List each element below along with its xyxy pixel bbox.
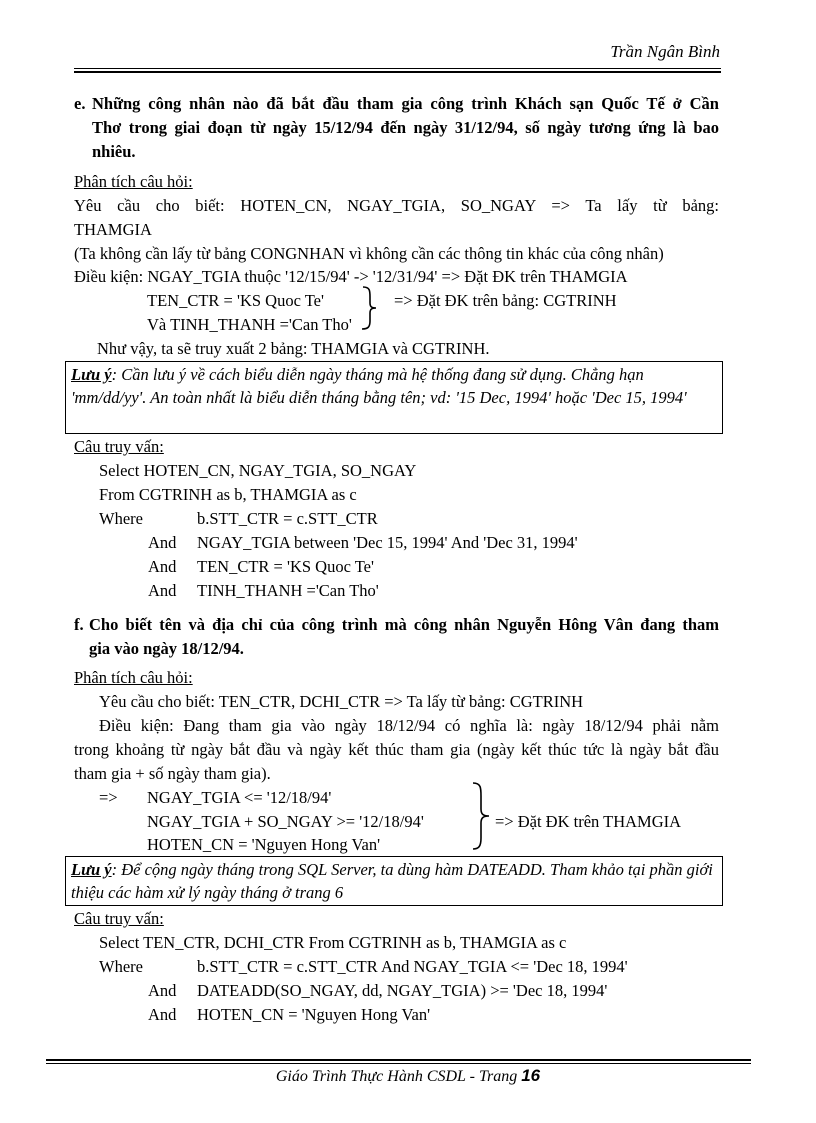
section-f-query-and2: HOTEN_CN = 'Nguyen Hong Van' xyxy=(197,1005,431,1024)
section-f-requirement: Yêu cầu cho biết: TEN_CTR, DCHI_CTR => Ta lấy từ bảng: CGTRINH xyxy=(99,692,584,711)
section-f-title-line1: Cho biết tên và địa chỉ của công trình mà công nhân Nguyễn Hông Vân đang tham xyxy=(89,615,719,634)
section-f-marker: f. xyxy=(74,615,84,634)
section-f-query-select: Select TEN_CTR, DCHI_CTR From CGTRINH as b, THAMGIA as c xyxy=(99,933,567,952)
section-e-query-and1: NGAY_TGIA between 'Dec 15, 1994' And 'Dec 31, 1994' xyxy=(197,533,578,552)
arrow-icon: => xyxy=(99,788,118,807)
section-e-query-where-keyword: Where xyxy=(99,509,143,528)
section-f-cond1: NGAY_TGIA <= '12/18/94' xyxy=(147,788,332,807)
section-e-requirement-line3: (Ta không cần lấy từ bảng CONGNHAN vì không cần các thông tin khác của công nhân) xyxy=(74,244,664,263)
section-f-query-where: b.STT_CTR = c.STT_CTR And NGAY_TGIA <= 'Dec 18, 1994' xyxy=(197,957,628,976)
curly-brace-icon xyxy=(360,285,380,331)
section-f-condition-line3: tham gia + số ngày tham gia). xyxy=(74,764,271,783)
section-e-note-box xyxy=(65,361,723,434)
header-rule xyxy=(74,68,721,69)
section-f-query-and-keyword: And xyxy=(148,981,177,1000)
footer xyxy=(0,1066,816,1086)
section-f-condition-line2: trong khoảng từ ngày bắt đầu và ngày kết thúc tham gia (ngày kết thúc tức là ngày bắt đầu xyxy=(74,740,719,759)
section-e-condition-result: => Đặt ĐK trên bảng: CGTRINH xyxy=(394,291,617,310)
section-f-query-and-keyword: And xyxy=(148,1005,177,1024)
note-label: Lưu ý xyxy=(71,860,112,879)
section-e-condition-line2: TEN_CTR = 'KS Quoc Te' xyxy=(147,291,324,310)
note-text: : Để cộng ngày tháng trong SQL Server, ta dùng hàm DATEADD. Tham khảo tại phần giới thiệu các hàm xử lý ngày tháng ở trang 6 xyxy=(71,860,713,902)
section-e-query-from: From CGTRINH as b, THAMGIA as c xyxy=(99,485,357,504)
section-f-note-box xyxy=(65,856,723,906)
section-e-title-line3: nhiêu. xyxy=(92,142,136,161)
footer-rule xyxy=(46,1063,751,1064)
section-e-query-and-keyword: And xyxy=(148,557,177,576)
section-f-analysis-label: Phân tích câu hỏi: xyxy=(74,668,193,687)
section-e-query-and2: TEN_CTR = 'KS Quoc Te' xyxy=(197,557,374,576)
section-e-conclusion: Như vậy, ta sẽ truy xuất 2 bảng: THAMGIA và CGTRINH. xyxy=(97,339,490,358)
section-e-title-line2: Thơ trong giai đoạn từ ngày 15/12/94 đến ngày 31/12/94, số ngày tương ứng là bao xyxy=(92,118,719,137)
section-f-cond3: HOTEN_CN = 'Nguyen Hong Van' xyxy=(147,835,381,854)
author-name: Trần Ngân Bình xyxy=(610,42,720,61)
header-rule-thick xyxy=(74,71,721,73)
page-number: 16 xyxy=(521,1066,541,1085)
section-e-query-where: b.STT_CTR = c.STT_CTR xyxy=(197,509,378,528)
section-e-condition-line1: Điều kiện: NGAY_TGIA thuộc '12/15/94' -> '12/31/94' => Đặt ĐK trên THAMGIA xyxy=(74,267,628,286)
footer-text: Giáo Trình Thực Hành CSDL - Trang xyxy=(275,1068,522,1085)
section-e-analysis-label: Phân tích câu hỏi: xyxy=(74,172,193,191)
curly-brace-icon xyxy=(470,780,494,852)
section-f-cond2: NGAY_TGIA + SO_NGAY >= '12/18/94' xyxy=(147,812,424,831)
section-e-query-and-keyword: And xyxy=(148,581,177,600)
section-e-query-and-keyword: And xyxy=(148,533,177,552)
section-e-condition-line3: Và TINH_THANH ='Can Tho' xyxy=(147,315,352,334)
section-f-query-label: Câu truy vấn: xyxy=(74,909,164,928)
note-text: : Cần lưu ý về cách biểu diễn ngày tháng mà hệ thống đang sử dụng. Chẳng hạn 'mm/dd/yy'. An toàn nhất là biểu diễn tháng bằng tên; vd: '15 Dec, 1994' hoặc 'Dec 15, 1994' xyxy=(71,365,687,407)
section-f-query-and1: DATEADD(SO_NGAY, dd, NGAY_TGIA) >= 'Dec 18, 1994' xyxy=(197,981,608,1000)
section-e-requirement-line1: Yêu cầu cho biết: HOTEN_CN, NGAY_TGIA, SO_NGAY => Ta lấy từ bảng: xyxy=(74,196,719,215)
section-f-title-line2: gia vào ngày 18/12/94. xyxy=(89,639,244,658)
section-e-query-and3: TINH_THANH ='Can Tho' xyxy=(197,581,379,600)
section-e-query-select: Select HOTEN_CN, NGAY_TGIA, SO_NGAY xyxy=(99,461,417,480)
section-f-condition-line1: Điều kiện: Đang tham gia vào ngày 18/12/94 có nghĩa là: ngày 18/12/94 phải nằm xyxy=(99,716,719,735)
section-e-marker: e. xyxy=(74,94,86,113)
section-e-query-label: Câu truy vấn: xyxy=(74,437,164,456)
note-label: Lưu ý xyxy=(71,365,112,384)
section-e-title-line1: Những công nhân nào đã bắt đầu tham gia công trình Khách sạn Quốc Tế ở Cần xyxy=(92,94,719,113)
section-f-condition-result: => Đặt ĐK trên THAMGIA xyxy=(495,812,682,831)
section-f-query-where-keyword: Where xyxy=(99,957,143,976)
section-e-requirement-line2: THAMGIA xyxy=(74,220,152,239)
footer-rule-thick xyxy=(46,1059,751,1061)
